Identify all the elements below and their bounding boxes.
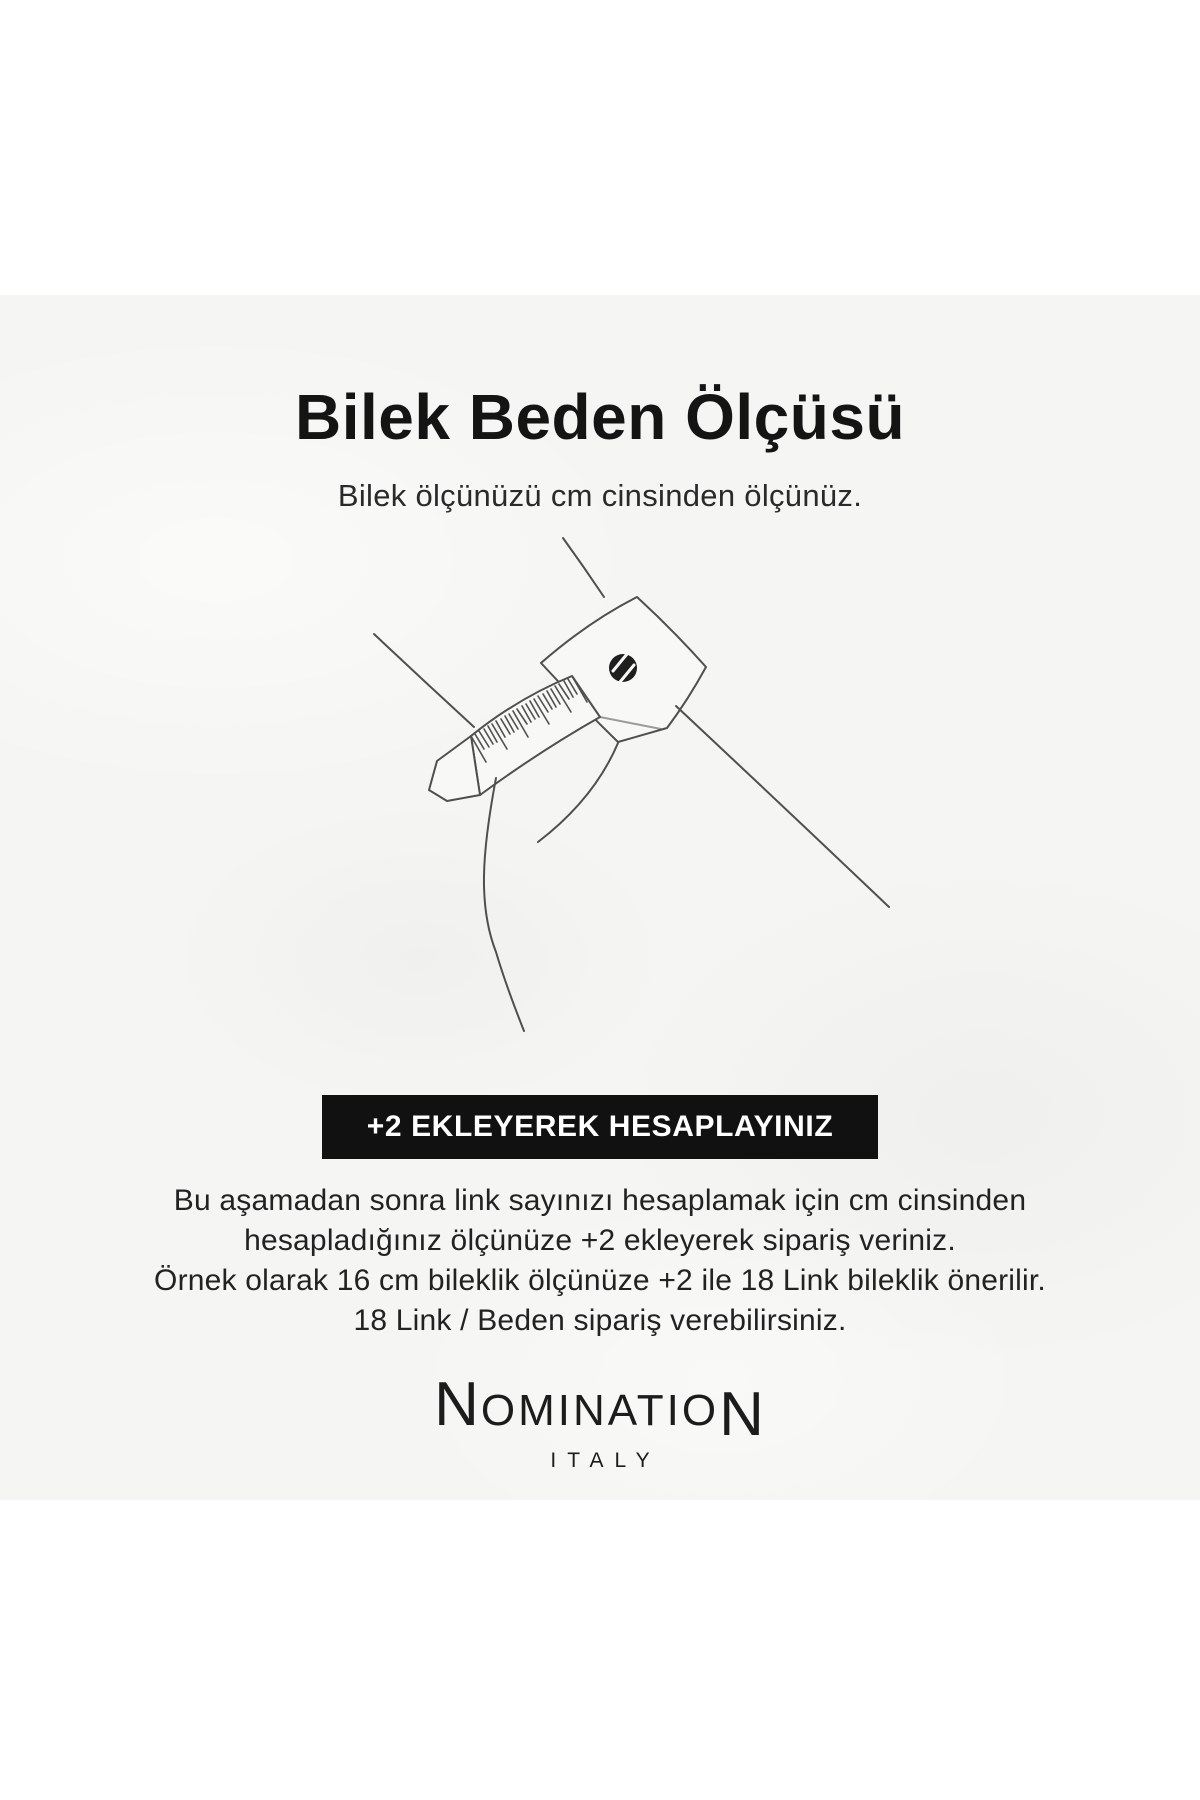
size-guide-card [0,295,1200,1500]
instruction-line: 18 Link / Beden sipariş verebilirsiniz. [353,1304,847,1337]
forearm-right-line [676,706,889,907]
calculation-banner: +2 EKLEYEREK HESAPLAYINIZ [322,1095,878,1159]
brand-letter-first: N [434,1370,481,1439]
brand-letters-middle: OMINATIO [480,1386,720,1435]
tape-band [471,676,600,795]
brand-country: ITALY [550,1449,661,1472]
forearm-upper-line [563,538,604,597]
page-title: Bilek Beden Ölçüsü [294,380,906,453]
page-subtitle: Bilek ölçünüzü cm cinsinden ölçünüz. [337,478,863,513]
hand-curve-long [484,778,524,1031]
forearm-left-line [374,634,474,727]
instruction-line: Örnek olarak 16 cm bileklik ölçünüze +2 ile 18 Link bileklik önerilir. [154,1264,1046,1297]
instruction-line: hesapladığınız ölçünüze +2 ekleyerek sipariş veriniz. [244,1224,956,1257]
tape-tail [429,736,480,801]
brand-letter-last: N [719,1380,766,1449]
brand-wordmark [0,1370,1200,1449]
nomination-emblem-icon [609,654,637,682]
instructions-block [50,1181,1150,1341]
wrist-tape-measure-illustration [300,520,920,1080]
brand-logo [0,1370,1200,1473]
thumb-base-curve [538,743,618,842]
instruction-line: Bu aşamadan sonra link sayınızı hesaplamak için cm cinsinden [173,1184,1027,1217]
